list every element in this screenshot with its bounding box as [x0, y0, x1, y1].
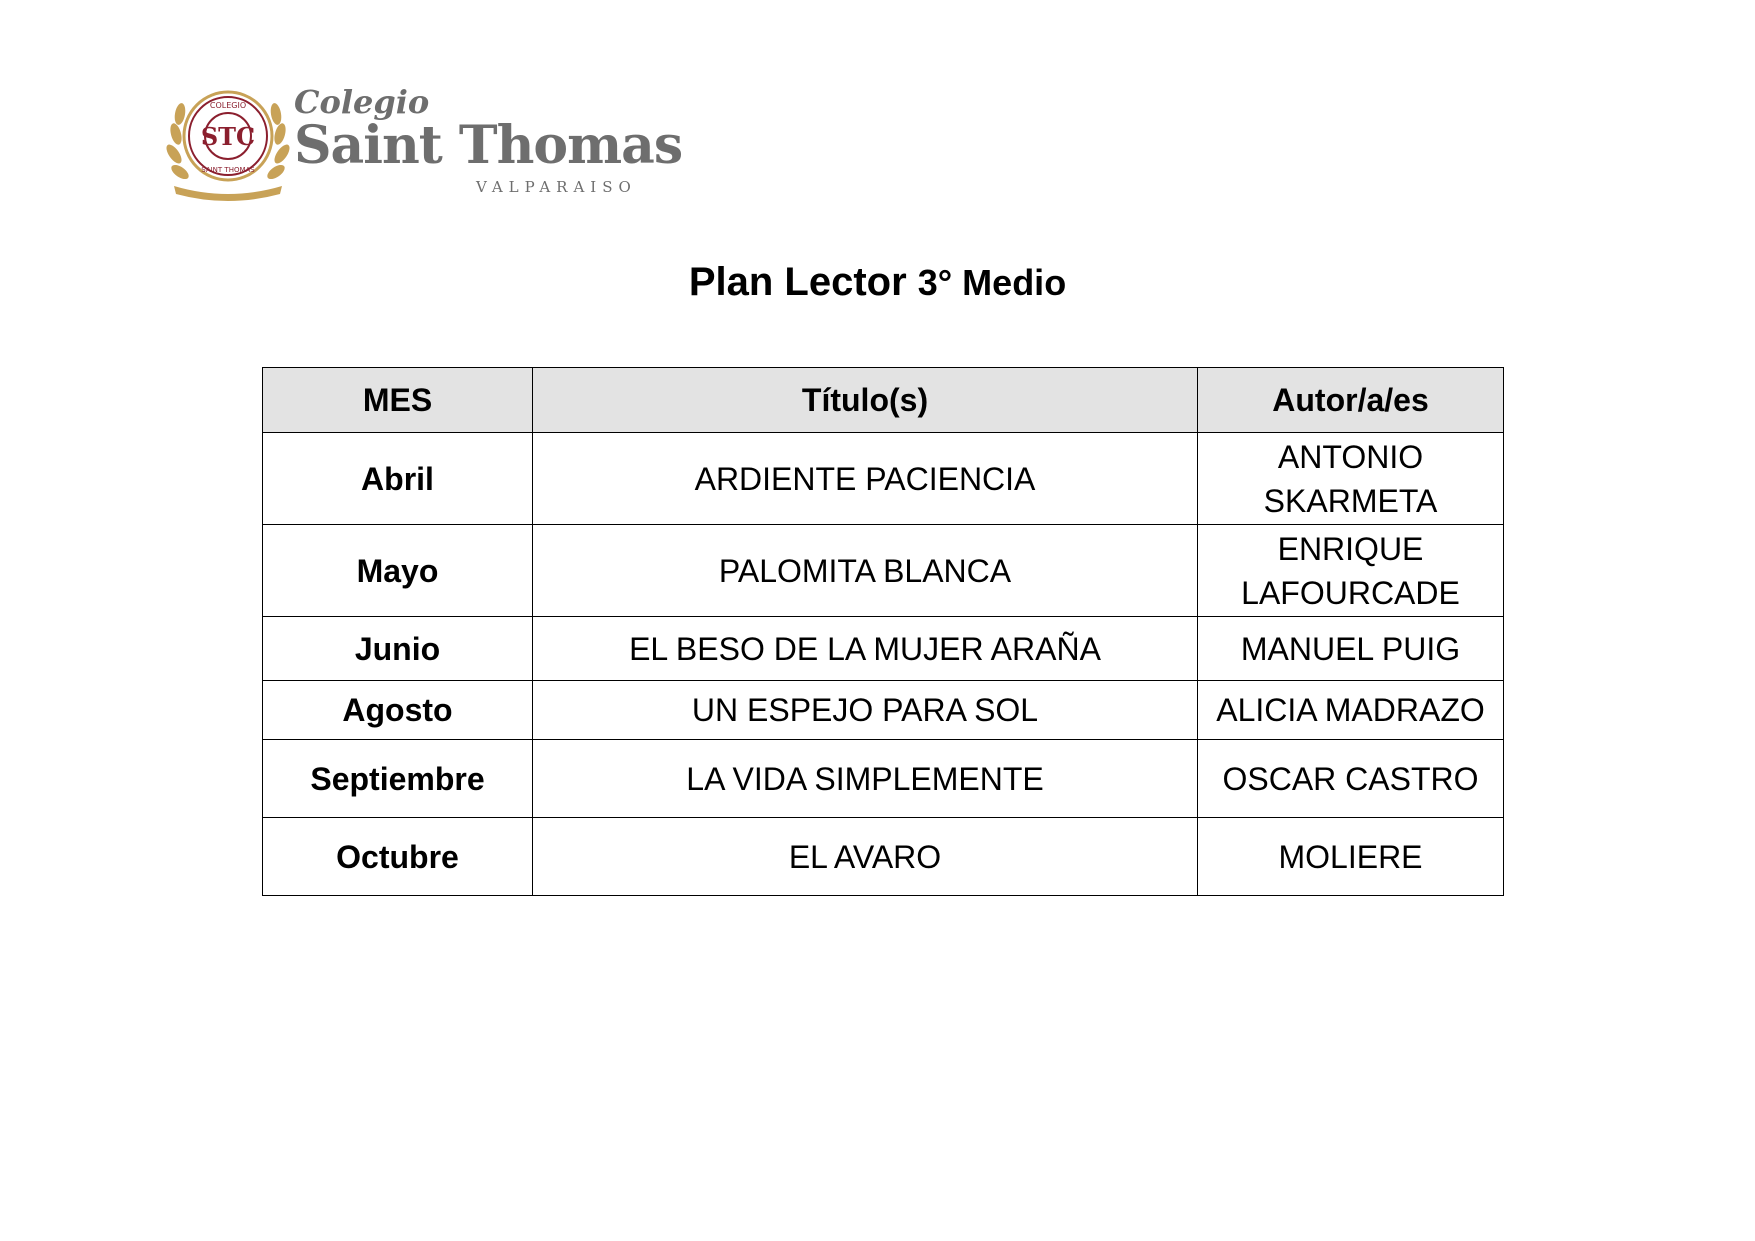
reading-plan-table — [262, 367, 1504, 896]
table-row — [263, 740, 1504, 818]
title-main: Plan Lector — [688, 260, 918, 304]
cell-mes: Agosto — [263, 681, 533, 740]
cell-mes: Abril — [263, 433, 533, 525]
table-header-row — [263, 368, 1504, 433]
cell-autor: OSCAR CASTRO — [1198, 740, 1504, 818]
cell-mes: Mayo — [263, 525, 533, 617]
logo-colegio-text: Colegio — [294, 83, 430, 121]
cell-titulo: UN ESPEJO PARA SOL — [533, 681, 1198, 740]
title-degree: 3° Medio — [917, 262, 1067, 303]
school-seal-icon — [166, 82, 290, 204]
table-row — [263, 433, 1504, 525]
cell-autor: ENRIQUE LAFOURCADE — [1198, 525, 1504, 617]
logo-saint-thomas-text: Saint Thomas — [294, 115, 683, 176]
cell-autor: ALICIA MADRAZO — [1198, 681, 1504, 740]
table-row — [263, 818, 1504, 896]
table-row — [263, 525, 1504, 617]
header-autor: Autor/a/es — [1198, 368, 1504, 433]
page-title — [0, 258, 1755, 307]
svg-text:STC: STC — [200, 122, 256, 151]
cell-titulo: ARDIENTE PACIENCIA — [533, 433, 1198, 525]
school-logo — [166, 82, 683, 204]
cell-titulo: EL AVARO — [533, 818, 1198, 896]
header-titulo: Título(s) — [533, 368, 1198, 433]
cell-mes: Octubre — [263, 818, 533, 896]
table-row — [263, 681, 1504, 740]
cell-titulo: LA VIDA SIMPLEMENTE — [533, 740, 1198, 818]
svg-text:COLEGIO: COLEGIO — [209, 101, 247, 110]
cell-autor: ANTONIO SKARMETA — [1198, 433, 1504, 525]
header-mes: MES — [263, 368, 533, 433]
cell-autor: MOLIERE — [1198, 818, 1504, 896]
cell-titulo: PALOMITA BLANCA — [533, 525, 1198, 617]
table-row — [263, 617, 1504, 681]
cell-autor: MANUEL PUIG — [1198, 617, 1504, 681]
cell-mes: Junio — [263, 617, 533, 681]
cell-mes: Septiembre — [263, 740, 533, 818]
cell-titulo: EL BESO DE LA MUJER ARAÑA — [533, 617, 1198, 681]
svg-text:SAINT THOMAS: SAINT THOMAS — [201, 166, 255, 174]
logo-valparaiso-text: VALPARAISO — [476, 178, 637, 196]
